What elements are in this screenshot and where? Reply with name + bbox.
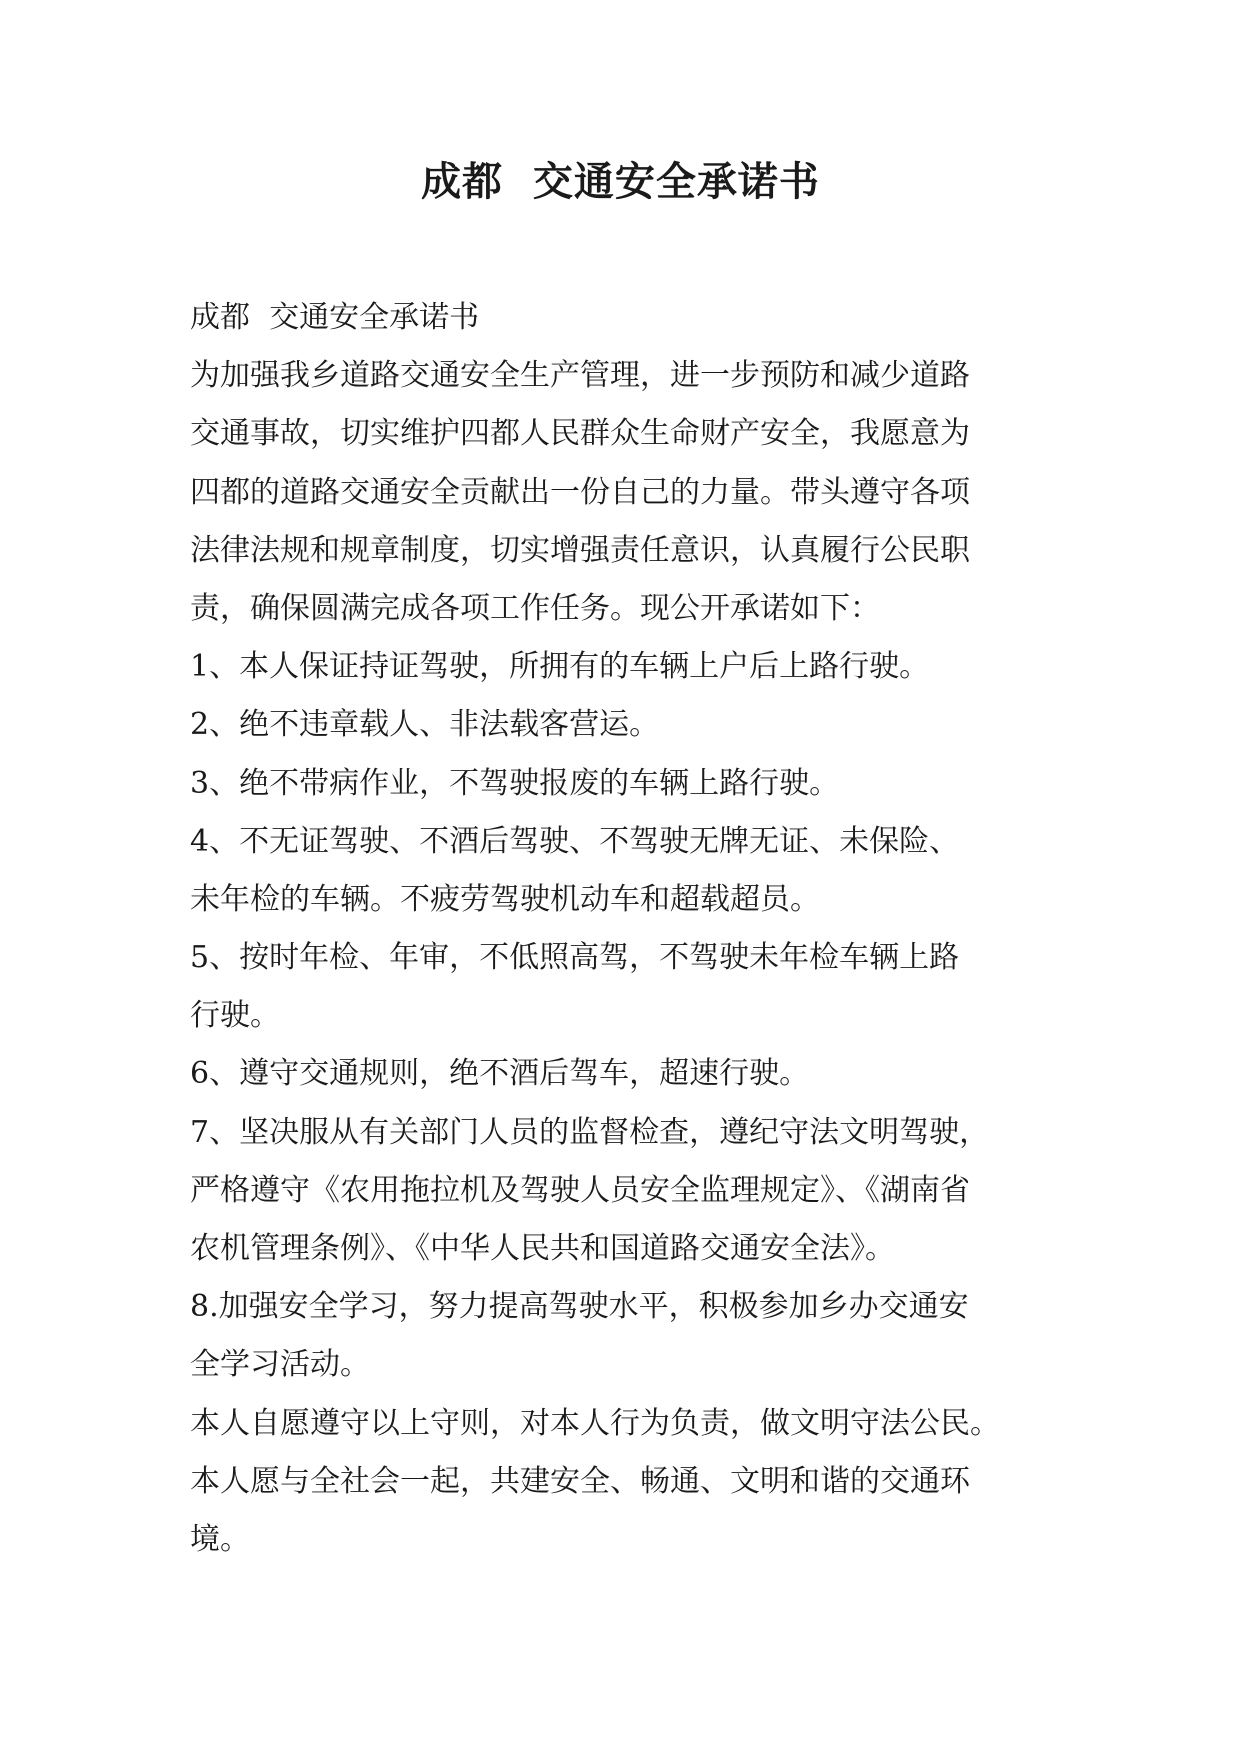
body-line: 严格遵守《农用拖拉机及驾驶人员安全监理规定》、《湖南省 <box>190 1172 970 1208</box>
body-line: 行驶。 <box>190 998 280 1034</box>
body-line: 3、绝不带病作业，不驾驶报废的车辆上路行驶。 <box>190 765 840 801</box>
body-line: 农机管理条例》、《中华人民共和国道路交通安全法》。 <box>190 1231 895 1266</box>
body-line: 本人愿与全社会一起，共建安全、畅通、文明和谐的交通环 <box>190 1463 970 1499</box>
body-line: 法律法规和规章制度，切实增强责任意识，认真履行公民职 <box>190 532 970 568</box>
body-line: 本人自愿遵守以上守则，对本人行为负责，做文明守法公民。 <box>190 1405 1000 1441</box>
body-line: 责，确保圆满完成各项工作任务。现公开承诺如下： <box>190 590 880 626</box>
body-line: 交通事故，切实维护四都人民群众生命财产安全，我愿意为 <box>190 416 970 452</box>
document-title: 成都 交通安全承诺书 <box>421 159 820 205</box>
body-line: 5、按时年检、年审，不低照高驾，不驾驶未年检车辆上路 <box>190 940 960 976</box>
body-line: 1、本人保证持证驾驶，所拥有的车辆上户后上路行驶。 <box>190 649 930 685</box>
body-line: 8.加强安全学习，努力提高驾驶水平，积极参加乡办交通安 <box>190 1289 969 1325</box>
body-line: 未年检的车辆。不疲劳驾驶机动车和超载超员。 <box>190 881 820 917</box>
body-line: 7、坚决服从有关部门人员的监督检查，遵纪守法文明驾驶， <box>190 1114 990 1150</box>
body-line: 全学习活动。 <box>190 1347 370 1383</box>
document-body <box>190 289 1070 1569</box>
body-line: 境。 <box>190 1521 250 1557</box>
body-line: 四都的道路交通安全贡献出一份自己的力量。带头遵守各项 <box>190 474 970 510</box>
body-line: 为加强我乡道路交通安全生产管理，进一步预防和减少道路 <box>190 358 970 394</box>
body-line: 2、绝不违章载人、非法载客营运。 <box>190 707 660 743</box>
body-line: 成都 交通安全承诺书 <box>190 300 480 335</box>
body-line: 6、遵守交通规则，绝不酒后驾车，超速行驶。 <box>190 1056 810 1092</box>
body-line: 4、不无证驾驶、不酒后驾驶、不驾驶无牌无证、未保险、 <box>190 823 960 859</box>
